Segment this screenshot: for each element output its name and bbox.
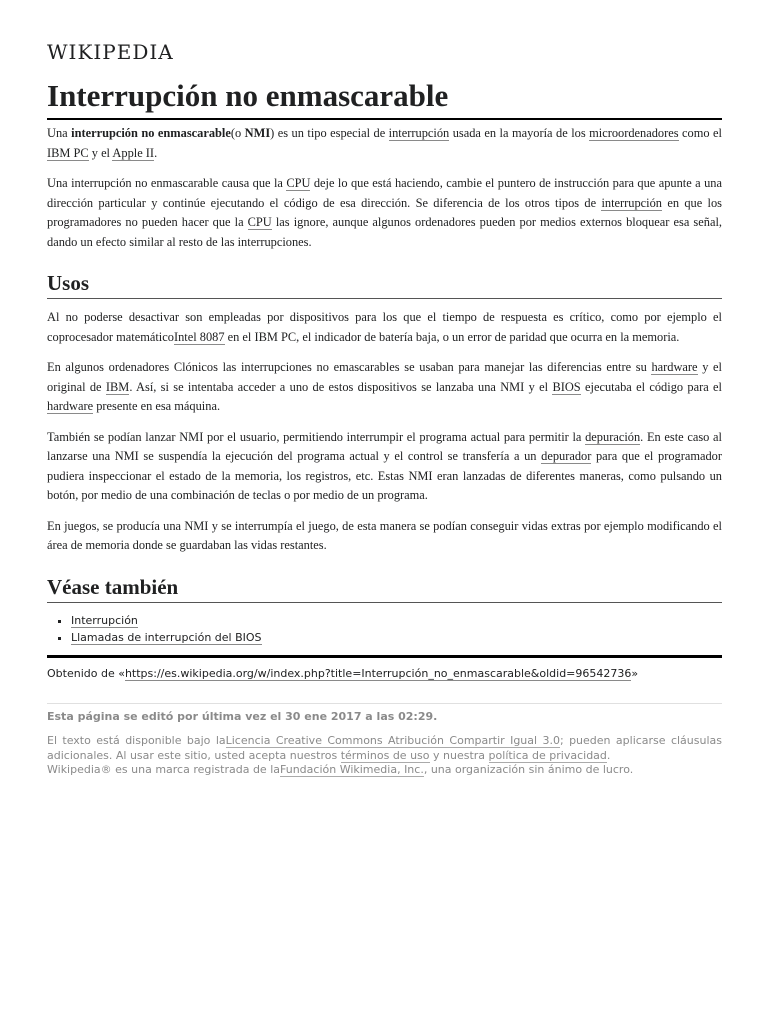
text: . — [606, 748, 611, 762]
retrieved-from — [47, 655, 722, 680]
link-see-also-bios-interrupts[interactable]: Llamadas de interrupción del BIOS — [71, 630, 262, 644]
usos-paragraph-4: En juegos, se producía una NMI y se interrumpía el juego, de esta manera se podían conseguir vidas extras por ejemplo modificando el área de memoria donde se guardaban las vidas restantes. — [47, 518, 722, 552]
list-item — [71, 629, 722, 646]
text: Una — [47, 126, 72, 140]
text: Obtenido de « — [47, 667, 125, 680]
section-heading-usos: Usos — [47, 270, 722, 299]
link-intel-8087[interactable]: Intel 8087 — [173, 329, 225, 344]
text: Wikipedia® es una marca registrada de la — [47, 763, 280, 776]
bold-abbreviation: NMI — [244, 126, 271, 140]
usos-paragraph-3 — [47, 428, 722, 506]
text: presente en esa máquina. — [93, 399, 221, 413]
link-interrupcion[interactable]: interrupción — [601, 195, 662, 210]
link-apple-ii[interactable]: Apple II — [112, 145, 155, 160]
text: . En este caso al lanzarse una NMI se suspendía la ejecución del programa actual y el control se transfería a un — [47, 429, 722, 463]
text: En algunos ordenadores Clónicos las interrupciones no emascarables se usaban para manejar las diferencias entre su — [47, 360, 652, 374]
page-title: Interrupción no enmascarable — [47, 76, 722, 120]
article-content — [47, 124, 722, 646]
link-wikimedia-foundation[interactable]: Fundación Wikimedia, Inc. — [280, 763, 424, 776]
text: . Así, si se intentaba acceder a uno de estos dispositivos se lanzaba una NMI y el — [129, 379, 553, 394]
section-heading-vease-tambien: Véase también — [47, 574, 722, 603]
text: . — [154, 145, 158, 160]
link-interrupcion[interactable]: interrupción — [388, 126, 450, 140]
see-also-list — [47, 612, 722, 646]
link-microordenadores[interactable]: microordenadores — [589, 126, 679, 140]
link-hardware[interactable]: hardware — [47, 399, 94, 413]
text: » — [631, 667, 639, 680]
usos-paragraph-2 — [47, 358, 722, 417]
link-ibm[interactable]: IBM — [105, 379, 130, 394]
text: Al no poderse desactivar son empleadas por dispositivos para los que el tiempo de respuesta es crítico, como por ejemplo el coprocesador matemático — [47, 310, 722, 344]
text: como el — [678, 126, 722, 140]
link-terms-of-use[interactable]: términos de uso — [340, 748, 430, 762]
text: ) es un tipo especial de — [270, 126, 389, 140]
text: y el original de — [47, 360, 722, 394]
text: y nuestra — [429, 748, 489, 762]
license-notice — [47, 734, 722, 778]
intro-paragraph-2 — [47, 174, 722, 252]
text: y el — [88, 145, 113, 160]
wikipedia-wordmark-logo[interactable]: WIKIPEDIA — [47, 40, 174, 64]
list-item — [71, 612, 722, 629]
link-depuracion[interactable]: depuración — [585, 429, 641, 444]
usos-paragraph-1 — [47, 308, 722, 347]
text: ; pueden aplicarse cláusulas adicionales. Al usar este sitio, usted acepta nuestros — [47, 734, 723, 762]
link-cpu[interactable]: CPU — [247, 215, 272, 229]
text: para que el programador pudiera inspeccionar el estado de la memoria, los registros, etc. Estas NMI eran lanzadas de diferentes maneras, como pulsando un botón, por medio de una combinación de teclas o por medio de un programa. — [47, 449, 722, 502]
link-ibm-pc[interactable]: IBM PC — [47, 145, 89, 160]
text: en que los programadores no pueden hacer que la — [47, 195, 722, 229]
link-bios[interactable]: BIOS — [552, 379, 581, 394]
text: , una organización sin ánimo de lucro. — [423, 763, 634, 776]
link-cpu[interactable]: CPU — [286, 176, 311, 190]
footer — [47, 703, 722, 778]
text: usada en la mayoría de los — [449, 126, 590, 140]
text: deje lo que está haciendo, cambie el puntero de instrucción para que apunte a una dirección particular y continúe ejecutando el código de esa dirección. Se diferencia de los otros tipos de — [47, 176, 722, 210]
bold-term: interrupción no enmascarable — [71, 126, 231, 140]
text: También se podían lanzar NMI por el usuario, permitiendo interrumpir el programa actual para permitir la — [47, 429, 586, 444]
text: en el IBM PC, el indicador de batería baja, o un error de paridad que ocurra en la memoria. — [224, 329, 680, 344]
link-privacy-policy[interactable]: política de privacidad — [488, 748, 607, 762]
intro-paragraph-1 — [47, 124, 722, 163]
text: ejecutaba el código para el — [580, 379, 722, 394]
link-depurador[interactable]: depurador — [541, 449, 592, 463]
text: las ignore, aunque algunos ordenadores pueden por medios externos bloquear esa señal, dando un efecto similar al resto de las interrupciones. — [47, 215, 722, 249]
link-hardware[interactable]: hardware — [651, 360, 698, 374]
last-modified: Esta página se editó por última vez el 30 ene 2017 a las 02:29. — [47, 710, 438, 723]
link-permanent-url[interactable]: https://es.wikipedia.org/w/index.php?title=Interrupción_no_enmascarable&oldid=96542736 — [124, 667, 632, 680]
text: Una interrupción no enmascarable causa que la — [47, 176, 287, 190]
text: El texto está disponible bajo la — [47, 734, 226, 747]
link-see-also-interrupcion[interactable]: Interrupción — [71, 613, 138, 627]
text: (o — [230, 126, 245, 140]
link-license[interactable]: Licencia Creative Commons Atribución Compartir Igual 3.0 — [225, 734, 560, 747]
